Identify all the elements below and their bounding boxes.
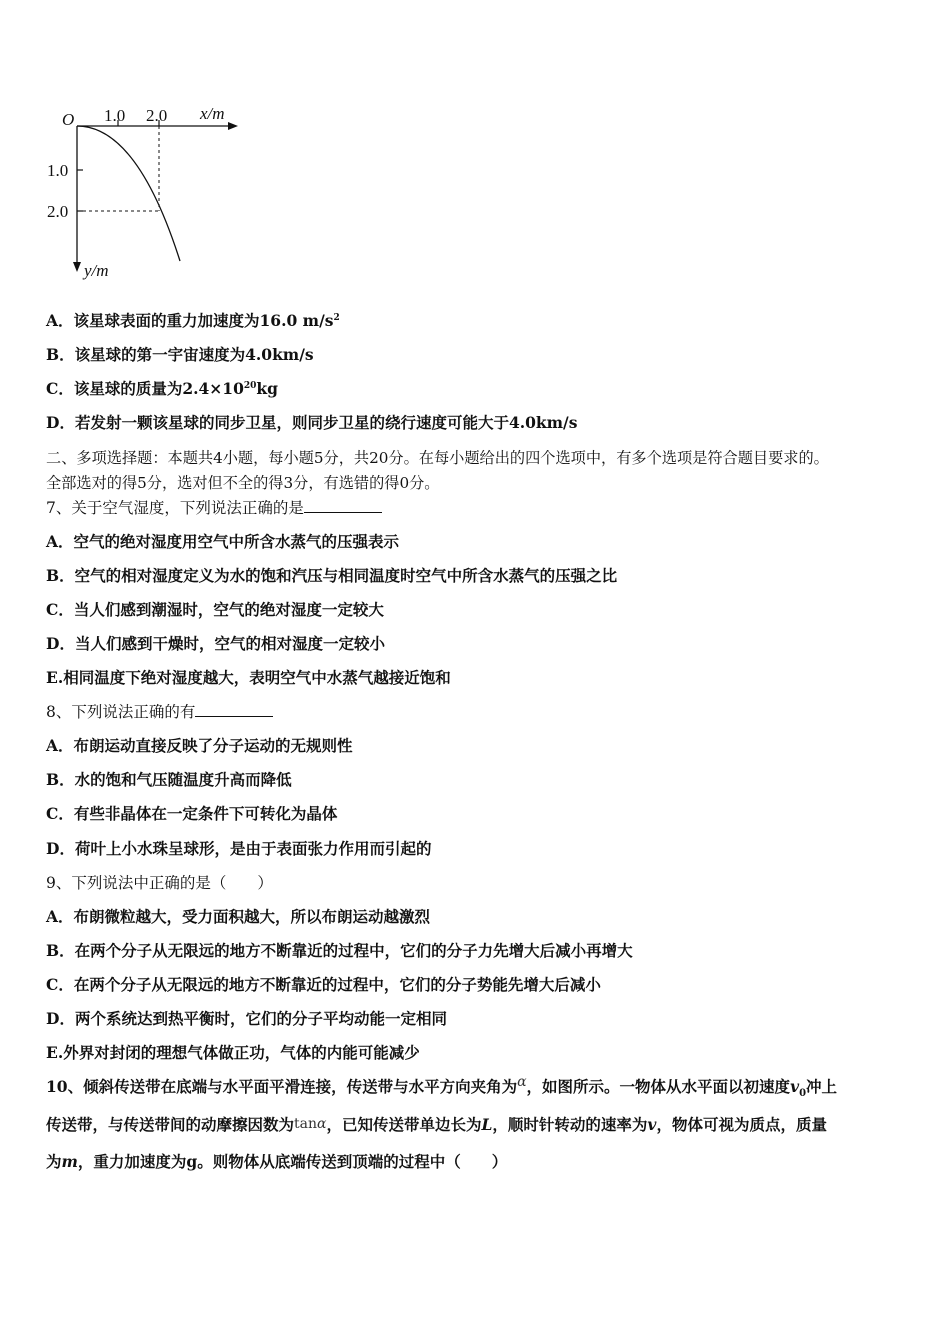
y-tick-label-2: 2.0: [47, 202, 69, 221]
q10-line-3: 为m，重力加速度为g。则物体从底端传送到顶端的过程中（ ）: [46, 1152, 508, 1171]
y-axis-label: y/m: [84, 261, 109, 280]
q8-option-c: C．有些非晶体在一定条件下可转化为晶体: [46, 804, 338, 823]
answer-blank: [304, 498, 382, 513]
q9-option-c: C．在两个分子从无限远的地方不断靠近的过程中，它们的分子势能先增大后减小: [46, 975, 601, 994]
q9-option-a: A．布朗微粒越大，受力面积越大，所以布朗运动越激烈: [46, 907, 431, 926]
q8-option-d: D．荷叶上小水珠呈球形，是由于表面张力作用而引起的: [46, 839, 432, 858]
section2-instructions-1: 二、多项选择题：本题共4小题，每小题5分，共20分。在每小题给出的四个选项中，有多个选项是符合题目要求的。: [46, 449, 829, 467]
q10-line-1: 10、倾斜传送带在底端与水平面平滑连接，传送带与水平方向夹角为α，如图所示。一物体从水平面以初速度$v_0$冲上: [46, 1074, 838, 1100]
q7-option-c: C．当人们感到潮湿时，空气的绝对湿度一定较大: [46, 600, 384, 619]
y-tick-label-1: 1.0: [47, 161, 69, 180]
q6-option-d: D．若发射一颗该星球的同步卫星，则同步卫星的绕行速度可能大于4.0km/s: [46, 413, 578, 432]
q6-option-a: A．该星球表面的重力加速度为16.0 $m/s^2$: [46, 311, 340, 330]
q6-option-b: B．该星球的第一宇宙速度为4.0km/s: [46, 345, 314, 364]
alpha-symbol: α: [517, 1074, 527, 1090]
answer-blank: [195, 702, 273, 717]
q7-option-b: B．空气的相对湿度定义为水的饱和汽压与相同温度时空气中所含水蒸气的压强之比: [46, 566, 618, 585]
q7-option-a: A．空气的绝对湿度用空气中所含水蒸气的压强表示: [46, 532, 400, 551]
q7-stem: 7、关于空气湿度，下列说法正确的是: [46, 497, 916, 519]
q9-option-b: B．在两个分子从无限远的地方不断靠近的过程中，它们的分子力先增大后减小再增大: [46, 941, 633, 960]
q7-option-e: E.相同温度下绝对湿度越大，表明空气中水蒸气越接近饱和: [46, 668, 451, 687]
x-tick-label-1: 1.0: [104, 106, 126, 125]
section2-instructions-2: 全部选对的得5分，选对但不全的得3分，有选错的得0分。: [46, 474, 440, 492]
q10-line-2: 传送带，与传送带间的动摩擦因数为tanα，已知传送带单边长为L，顺时针转动的速率为v，物体可视为质点，质量: [46, 1115, 827, 1134]
q7-option-d: D．当人们感到干燥时，空气的相对湿度一定较小: [46, 634, 385, 653]
q8-option-b: B．水的饱和气压随温度升高而降低: [46, 770, 292, 789]
x-axis-label: x/m: [200, 104, 225, 123]
q9-option-e: E.外界对封闭的理想气体做正功，气体的内能可能减少: [46, 1043, 420, 1062]
q8-option-a: A．布朗运动直接反映了分子运动的无规则性: [46, 736, 353, 755]
q9-stem: 9、下列说法中正确的是（ ）: [46, 874, 273, 892]
x-axis-arrow: [228, 122, 238, 130]
y-axis-arrow: [73, 262, 81, 272]
q6-option-c: C．该星球的质量为$2.4\times 10^{20}kg$: [46, 379, 278, 398]
x-tick-label-2: 2.0: [146, 106, 168, 125]
trajectory-figure: [40, 96, 260, 286]
q8-stem: 8、下列说法正确的有: [46, 701, 916, 723]
origin-label: O: [62, 110, 75, 129]
q9-option-d: D．两个系统达到热平衡时，它们的分子平均动能一定相同: [46, 1009, 447, 1028]
trajectory-curve: [77, 126, 180, 261]
